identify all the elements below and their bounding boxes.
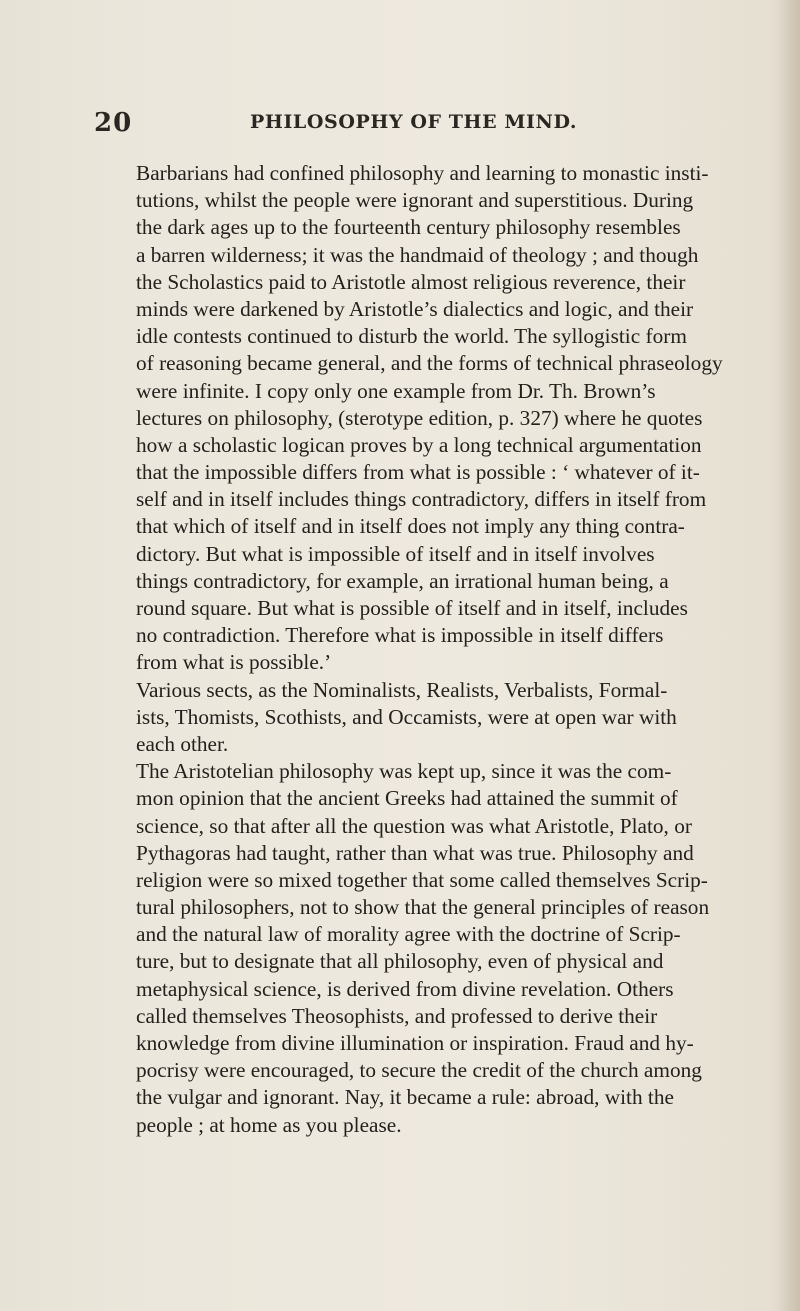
text-line: were infinite. I copy only one example from Dr. Th. Brown’s <box>136 378 656 403</box>
text-line: ture, but to designate that all philosophy, even of physical and <box>136 949 664 974</box>
text-line: tural philosophers, not to show that the general principles of reason <box>136 895 710 920</box>
text-line: mon opinion that the ancient Greeks had attained the summit of <box>136 786 678 811</box>
page-edge-shadow <box>778 0 800 1311</box>
running-head: PHILOSOPHY OF THE MIND. <box>250 111 578 133</box>
text-line: Barbarians had confined philosophy and learning to monastic insti- <box>136 161 709 185</box>
page-number: 20 <box>94 108 133 138</box>
body-text <box>136 160 723 1139</box>
text-line: that which of itself and in itself does not imply any thing contra- <box>136 514 685 539</box>
text-line: called themselves Theosophists, and professed to derive their <box>136 1003 658 1028</box>
text-line: ists, Thomists, Scothists, and Occamists, were at open war with <box>136 704 677 729</box>
text-line: that the impossible differs from what is possible : ‘ whatever of it- <box>136 460 700 485</box>
text-line: dictory. But what is impossible of itself and in itself involves <box>136 541 655 566</box>
text-line: minds were darkened by Aristotle’s dialectics and logic, and their <box>136 296 694 321</box>
text-line: Various sects, as the Nominalists, Realists, Verbalists, Formal- <box>136 677 668 702</box>
text-line: lectures on philosophy, (sterotype edition, p. 327) where he quotes <box>136 405 703 430</box>
text-line: people ; at home as you please. <box>136 1112 402 1137</box>
text-line: the Scholastics paid to Aristotle almost religious reverence, their <box>136 269 686 294</box>
text-line: The Aristotelian philosophy was kept up, since it was the com- <box>136 759 672 784</box>
text-line: metaphysical science, is derived from divine revelation. Others <box>136 976 674 1001</box>
text-line: each other. <box>136 731 229 756</box>
page-header <box>0 108 800 144</box>
text-line: and the natural law of morality agree with the doctrine of Scrip- <box>136 922 681 947</box>
text-line: knowledge from divine illumination or inspiration. Fraud and hy- <box>136 1031 694 1055</box>
text-line: things contradictory, for example, an irrational human being, a <box>136 568 669 593</box>
text-line: science, so that after all the question was what Aristotle, Plato, or <box>136 813 692 838</box>
text-line: self and in itself includes things contradictory, differs in itself from <box>136 487 707 512</box>
text-line: tutions, whilst the people were ignorant and superstitious. During <box>136 188 694 213</box>
text-line: how a scholastic logican proves by a long technical argumentation <box>136 432 702 457</box>
text-line: no contradiction. Therefore what is impossible in itself differs <box>136 623 664 648</box>
text-line: idle contests continued to disturb the world. The syllogistic form <box>136 324 687 349</box>
text-line: of reasoning became general, and the forms of technical phraseology <box>136 351 723 376</box>
text-line: the dark ages up to the fourteenth century philosophy resembles <box>136 215 681 240</box>
text-line: Pythagoras had taught, rather than what was true. Philosophy and <box>136 840 694 865</box>
text-line: a barren wilderness; it was the handmaid of theology ; and though <box>136 242 699 267</box>
text-line: from what is possible.’ <box>136 650 332 675</box>
text-line: religion were so mixed together that some called themselves Scrip- <box>136 867 708 892</box>
text-line: pocrisy were encouraged, to secure the credit of the church among <box>136 1058 702 1083</box>
text-line: the vulgar and ignorant. Nay, it became a rule: abroad, with the <box>136 1085 674 1110</box>
text-line: round square. But what is possible of itself and in itself, includes <box>136 596 688 620</box>
